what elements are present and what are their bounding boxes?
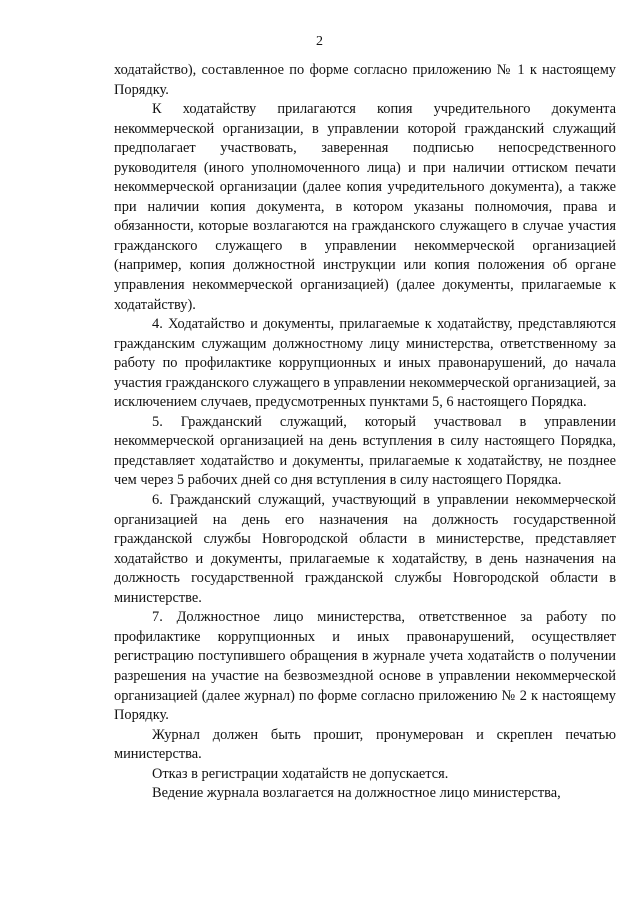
paragraph-item-6: 6. Гражданский служащий, участвующий в управлении некоммерческой организацией на день его назначения на должность государственной гражданской службы Новгородской области в министерстве, представляет ходатайство и документы, прилагаемые к ходатайству, в день назначения на должность государственной гражданской службы Новгородской области в министерстве. [114,492,616,606]
document-body [114,61,616,804]
paragraph-item-4: 4. Ходатайство и документы, прилагаемые к ходатайству, представляются гражданским служащим должностному лицу министерства, ответственному за работу по профилактике коррупционных и иных правонарушений, до начала участия гражданского служащего в управлении некоммерческой организацией, за исключением случаев, предусмотренных пунктами 5, 6 настоящего Порядка. [114,316,616,411]
paragraph-item-7: 7. Должностное лицо министерства, ответственное за работу по профилактике коррупционных и иных правонарушений, осуществляет регистрацию поступившего обращения в журнале учета ходатайств о получении разрешения на участие на безвозмездной основе в управлении некоммерческой организацией (далее журнал) по форме согласно приложению № 2 к настоящему Порядку. [114,609,616,724]
paragraph-attachments: К ходатайству прилагаются копия учредительного документа некоммерческой организации, в управлении которой гражданский служащий предполагает участвовать, заверенная подписью непосредственного руководителя (иного уполномоченного лица) и при наличии оттиском печати некоммерческой организации (далее копия учредительного документа), а также при наличии копия документа, в котором указаны полномочия, права и обязанности, которые возлагаются на гражданского служащего в случае участия гражданского служащего в управлении некоммерческой организацией (например, копия должностной инструкции или копия положения об органе управления некоммерческой организацией) (далее документы, прилагаемые к ходатайству). [114,101,616,313]
paragraph-continuation: ходатайство), составленное по форме согласно приложению № 1 к настоящему Порядку. [114,62,616,98]
paragraph-journal-keeping: Ведение журнала возлагается на должностное лицо министерства, [152,785,561,802]
paragraph-item-5: 5. Гражданский служащий, который участвовал в управлении некоммерческой организацией на день вступления в силу настоящего Порядка, представляет ходатайство и документы, прилагаемые к ходатайству, не позднее чем через 5 рабочих дней со дня вступления в силу настоящего Порядка. [114,413,616,489]
page-number: 2 [316,34,323,49]
paragraph-no-refusal: Отказ в регистрации ходатайств не допускается. [152,765,449,782]
paragraph-journal-binding: Журнал должен быть прошит, пронумерован и скреплен печатью министерства. [114,726,616,763]
